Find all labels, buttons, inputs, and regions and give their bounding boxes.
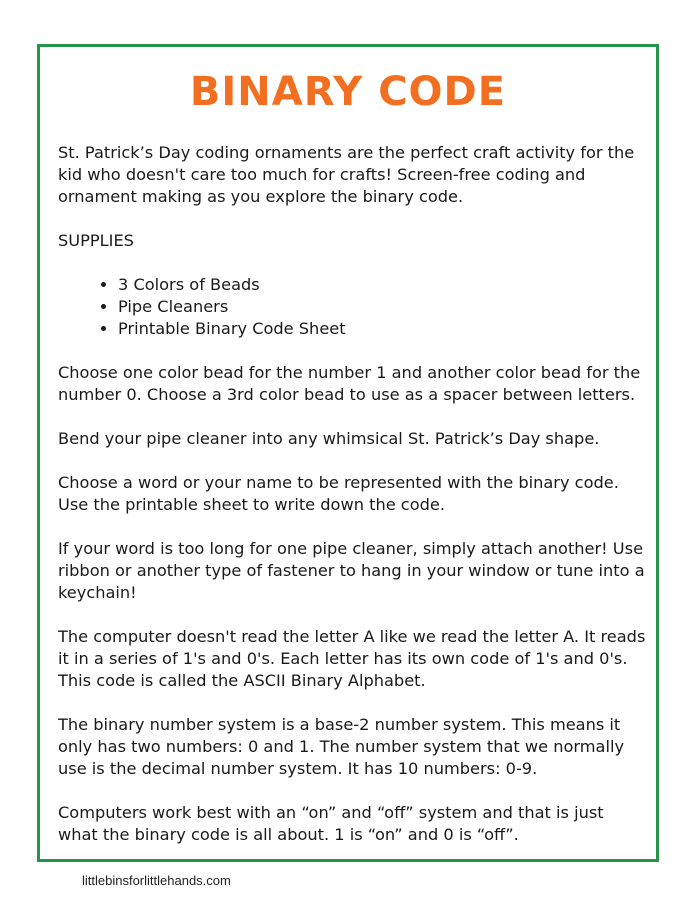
list-item: • Printable Binary Code Sheet <box>118 318 648 340</box>
page-title: BINARY CODE <box>189 69 507 115</box>
intro-paragraph: St. Patrick’s Day coding ornaments are the perfect craft activity for the kid who doesn't care too much for crafts! Screen-free coding and ornament making as you explore the binary code. <box>58 143 635 206</box>
step-paragraph: If your word is too long for one pipe cleaner, simply attach another! Use ribbon or another type of fastener to hang in your window or tune into a keychain! <box>58 539 645 602</box>
content-panel <box>37 44 659 862</box>
supplies-heading: SUPPLIES <box>58 231 134 250</box>
info-paragraph: The binary number system is a base-2 number system. This means it only has two numbers: 0 and 1. The number system that we normally use is the decimal number system. It has 10 numbers: 0-9. <box>58 715 625 778</box>
website-credit: littlebinsforlittlehands.com <box>82 873 231 888</box>
info-paragraph: The computer doesn't read the letter A like we read the letter A. It reads it in a series of 1's and 0's. Each letter has its own code of 1's and 0's. This code is called the ASCII Binary Alphabet. <box>58 627 646 690</box>
step-paragraph: Bend your pipe cleaner into any whimsical St. Patrick’s Day shape. <box>58 429 600 448</box>
list-item: • Pipe Cleaners <box>118 296 648 318</box>
list-item: • 3 Colors of Beads <box>118 274 648 296</box>
step-paragraph: Choose one color bead for the number 1 and another color bead for the number 0. Choose a 3rd color bead to use as a spacer between letters. <box>58 363 641 404</box>
article-body <box>58 142 648 868</box>
info-paragraph: Computers work best with an “on” and “off” system and that is just what the binary code is all about. 1 is “on” and 0 is “off”. <box>58 803 604 844</box>
step-paragraph: Choose a word or your name to be represented with the binary code. Use the printable sheet to write down the code. <box>58 473 619 514</box>
supplies-list <box>58 274 648 340</box>
